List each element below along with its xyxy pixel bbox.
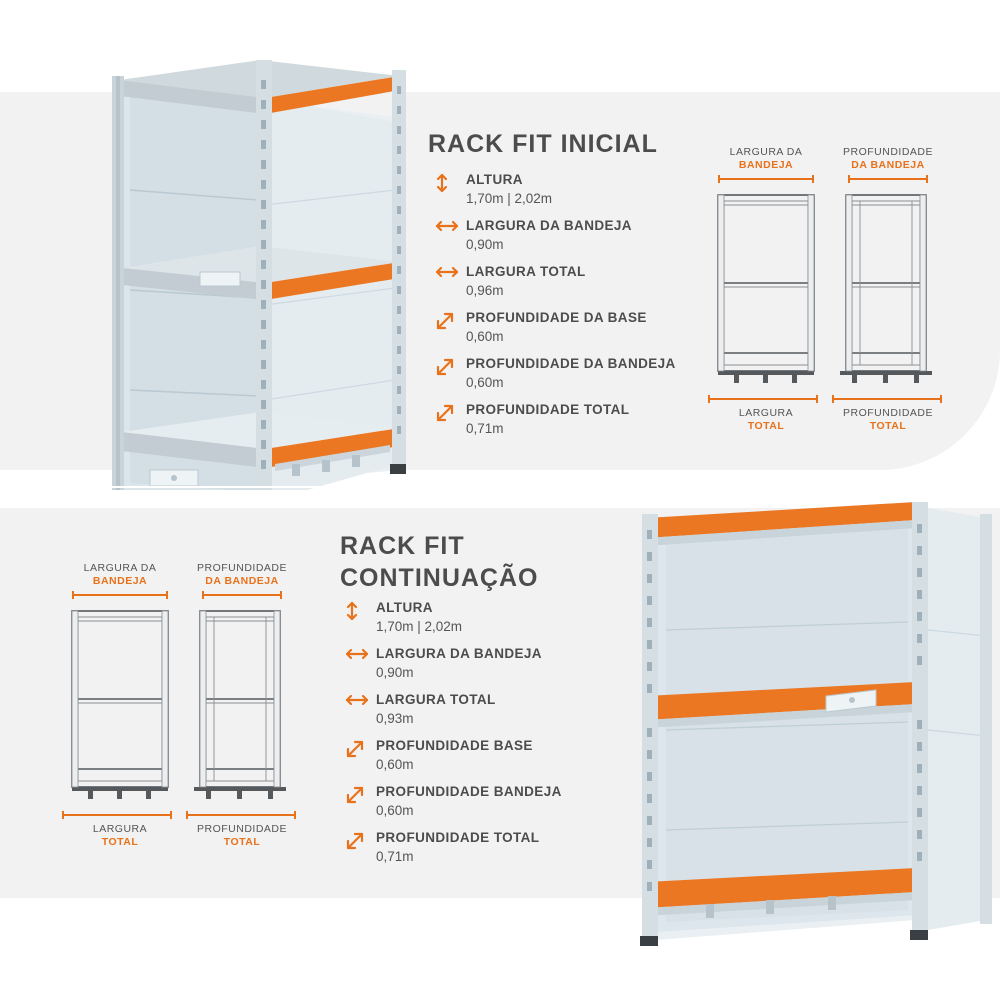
arrow-horizontal-icon xyxy=(344,692,368,714)
blueprint-top-caption: PROFUNDIDADE DA BANDEJA xyxy=(196,562,287,587)
blueprint-front-continuacao xyxy=(60,562,180,849)
rack-fit-inicial-photo xyxy=(60,40,420,490)
spec-value: 0,90m xyxy=(466,237,504,252)
spec-label: LARGURA TOTAL xyxy=(466,264,586,279)
arrow-diagonal-icon xyxy=(434,310,458,332)
blueprint-bottom-caption: LARGURA TOTAL xyxy=(92,823,148,848)
spec-label: LARGURA TOTAL xyxy=(376,692,496,707)
dimension-bar-top xyxy=(72,591,168,599)
spec-label: PROFUNDIDADE DA BASE xyxy=(466,310,647,325)
spec-item xyxy=(430,310,700,344)
spec-label: PROFUNDIDADE TOTAL xyxy=(466,402,630,417)
spec-value: 0,71m xyxy=(376,849,414,864)
arrow-horizontal-icon xyxy=(434,218,458,240)
spec-value: 0,96m xyxy=(466,283,504,298)
spec-list-continuacao xyxy=(340,600,610,876)
blueprint-top-caption: LARGURA DA BANDEJA xyxy=(83,562,157,587)
spec-item xyxy=(430,356,700,390)
dimension-bar-bottom xyxy=(708,395,818,403)
arrow-horizontal-icon xyxy=(344,646,368,668)
spec-label: ALTURA xyxy=(466,172,523,187)
spec-value: 0,60m xyxy=(376,803,414,818)
blueprint-front-inicial xyxy=(706,146,826,433)
blueprint-side-inicial xyxy=(826,146,950,433)
side-view-drawing xyxy=(180,603,304,803)
rack-fit-continuacao-photo xyxy=(616,500,996,950)
arrow-diagonal-icon xyxy=(344,738,368,760)
arrow-diagonal-icon xyxy=(344,784,368,806)
blueprint-bottom-caption: PROFUNDIDADE TOTAL xyxy=(842,407,933,432)
arrow-horizontal-icon xyxy=(434,264,458,286)
blueprint-side-continuacao xyxy=(180,562,304,849)
spec-label: ALTURA xyxy=(376,600,433,615)
spec-item xyxy=(340,830,610,864)
spec-label: LARGURA DA BANDEJA xyxy=(466,218,632,233)
spec-item xyxy=(430,402,700,436)
arrow-diagonal-icon xyxy=(434,356,458,378)
spec-value: 0,90m xyxy=(376,665,414,680)
dimension-bar-bottom xyxy=(186,811,296,819)
spec-value: 1,70m | 2,02m xyxy=(466,191,553,206)
spec-label: PROFUNDIDADE BASE xyxy=(376,738,533,753)
spec-value: 0,93m xyxy=(376,711,414,726)
spec-item xyxy=(340,692,610,726)
spec-item xyxy=(340,784,610,818)
spec-value: 0,60m xyxy=(376,757,414,772)
dimension-bar-top xyxy=(848,175,928,183)
dimension-bar-top xyxy=(718,175,814,183)
spec-label: PROFUNDIDADE DA BANDEJA xyxy=(466,356,676,371)
spec-item xyxy=(430,172,700,206)
spec-item xyxy=(430,218,700,252)
blueprint-top-caption: PROFUNDIDADE DA BANDEJA xyxy=(842,146,933,171)
arrow-up-icon xyxy=(344,600,368,622)
spec-label: LARGURA DA BANDEJA xyxy=(376,646,542,661)
spec-item xyxy=(430,264,700,298)
dimension-bar-bottom xyxy=(832,395,942,403)
blueprint-bottom-caption: PROFUNDIDADE TOTAL xyxy=(196,823,287,848)
spec-value: 0,71m xyxy=(466,421,504,436)
spec-list-inicial xyxy=(430,172,700,448)
section-divider xyxy=(0,486,1000,488)
side-view-drawing xyxy=(826,187,950,387)
front-view-drawing xyxy=(60,603,180,803)
spec-item xyxy=(340,646,610,680)
arrow-diagonal-icon xyxy=(434,402,458,424)
blueprint-top-caption: LARGURA DA BANDEJA xyxy=(729,146,803,171)
spec-value: 0,60m xyxy=(466,329,504,344)
spec-value: 0,60m xyxy=(466,375,504,390)
spec-label: PROFUNDIDADE BANDEJA xyxy=(376,784,562,799)
dimension-bar-bottom xyxy=(62,811,172,819)
dimension-bar-top xyxy=(202,591,282,599)
arrow-diagonal-icon xyxy=(344,830,368,852)
spec-value: 1,70m | 2,02m xyxy=(376,619,463,634)
arrow-up-icon xyxy=(434,172,458,194)
blueprint-bottom-caption: LARGURA TOTAL xyxy=(738,407,794,432)
spec-item xyxy=(340,738,610,772)
page-title-continuacao: RACK FIT CONTINUAÇÃO xyxy=(340,532,539,592)
spec-label: PROFUNDIDADE TOTAL xyxy=(376,830,540,845)
spec-item xyxy=(340,600,610,634)
front-view-drawing xyxy=(706,187,826,387)
page-title-inicial: RACK FIT INICIAL xyxy=(428,130,658,158)
